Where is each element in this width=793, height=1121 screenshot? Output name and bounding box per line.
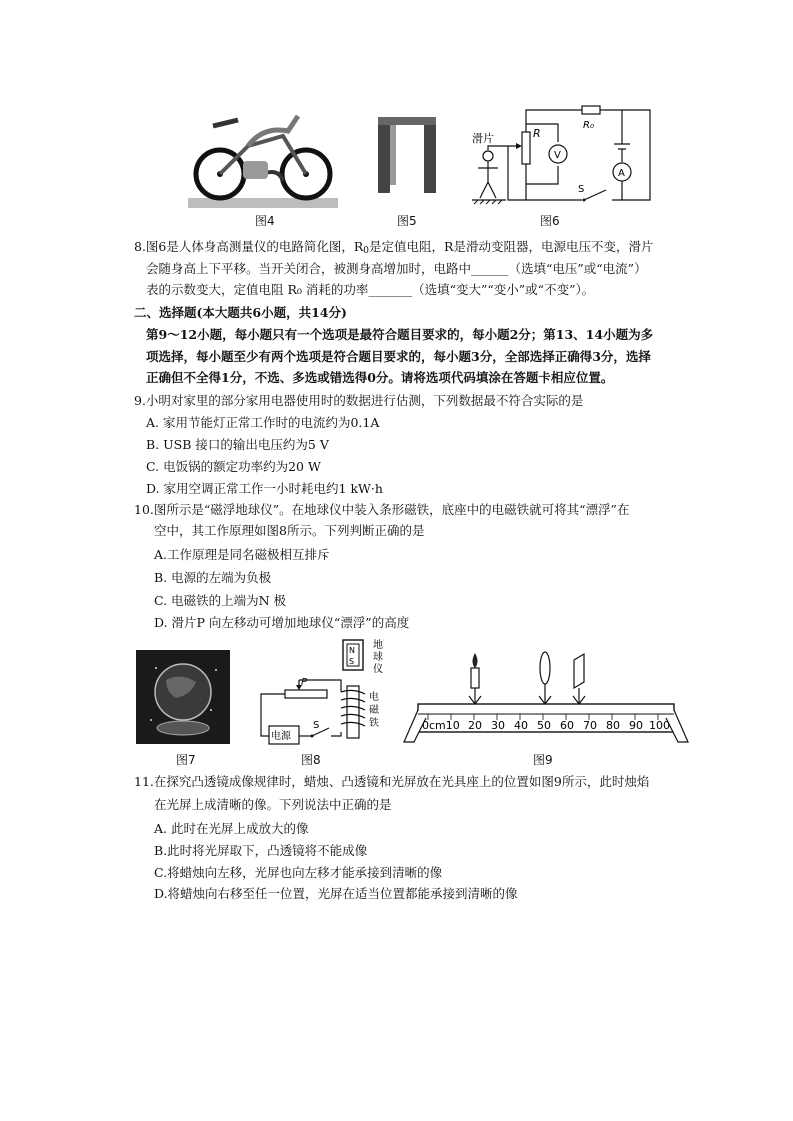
ruler-label-0: 0cm10 [422,719,460,732]
figure-8-circuit [255,636,395,746]
q9-stem: 9.小明对家里的部分家用电器使用时的数据进行估测，下列数据最不符合实际的是 [134,393,584,408]
switch-label: S [578,184,585,195]
r0-label: R₀ [583,120,594,131]
ammeter-label: A [618,168,625,179]
magnet-s: S [349,657,355,666]
magnet-char-3: 铁 [369,718,379,729]
q9-option-a: A. 家用节能灯正常工作时的电流约为0.1A [146,415,380,430]
section-2-heading: 二、选择题(本大题共6小题，共14分) [134,305,347,320]
switch-s-label: S [313,720,320,731]
globe-char-1: 地 [373,640,383,651]
ruler-label-60: 60 [560,719,574,732]
figure-5-caption: 图5 [397,214,417,228]
q10-option-c: C. 电磁铁的上端为N 极 [154,593,286,608]
figure-5-security-gate [376,115,438,195]
ruler-label-100: 100 [649,719,670,732]
figure-7-globe-photo [136,650,230,744]
figure-9-caption: 图9 [533,753,553,767]
q8-line-3: 表的示数变大，定值电阻 R₀ 消耗的功率_______（选填“变大”“变小”或“不变”）。 [146,282,595,297]
figure-4-bicycle [188,106,338,208]
q11-option-b: B.此时将光屏取下，凸透镜将不能成像 [154,843,368,858]
q11-option-c: C.将蜡烛向左移，光屏也向左移才能承接到清晰的像 [154,865,443,880]
section-2-instructions-1: 第9～12小题，每小题只有一个选项是最符合题目要求的，每小题2分；第13、14小题为多 [146,327,654,342]
q10-option-b: B. 电源的左端为负极 [154,570,272,585]
ruler-label-20: 20 [468,719,482,732]
q9-option-b: B. USB 接口的输出电压约为5 V [146,437,329,452]
figure-6-circuit [470,104,660,209]
magnet-char-1: 电 [369,692,379,703]
slider-p-label: P [301,677,308,688]
q10-option-d: D. 滑片P 向左移动可增加地球仪“漂浮”的高度 [154,615,410,630]
slider-label: 滑片 [472,132,494,145]
q11-option-a: A. 此时在光屏上成放大的像 [154,821,309,836]
magnet-n: N [349,646,355,655]
ruler-label-80: 80 [606,719,620,732]
q8-line-2: 会随身高上下平移。当开关闭合，被测身高增加时，电路中______（选填“电压”或“电流”） [146,261,647,276]
section-2-instructions-2: 项选择，每小题至少有两个选项是符合题目要求的，每小题3分，全部选择正确得3分，选择 [146,349,651,364]
voltmeter-label: V [554,150,561,161]
magnet-char-2: 磁 [369,705,379,716]
figure-9-optical-bench [400,648,692,746]
q8-line-1: 8.图6是人体身高测量仪的电路简化图，$R_0$是定值电阻，R是滑动变阻器，电源电压不变，滑片 [134,239,654,256]
ruler-label-30: 30 [491,719,505,732]
q10-stem-2: 空中，其工作原理如图8所示。下列判断正确的是 [154,523,425,538]
ruler-label-40: 40 [514,719,528,732]
figure-8-caption: 图8 [301,753,321,767]
figure-7-caption: 图7 [176,753,196,767]
q11-option-d: D.将蜡烛向右移至任一位置，光屏在适当位置都能承接到清晰的像 [154,886,518,901]
section-2-instructions-3: 正确但不全得1分，不选、多选或错选得0分。请将选项代码填涂在答题卡相应位置。 [146,370,614,385]
q11-stem-2: 在光屏上成清晰的像。下列说法中正确的是 [154,797,392,812]
q10-stem-1: 10.图所示是“磁浮地球仪”。在地球仪中装入条形磁铁，底座中的电磁铁就可将其“漂浮”在 [134,502,630,517]
figure-4-caption: 图4 [255,214,275,228]
ruler-label-70: 70 [583,719,597,732]
globe-char-3: 仪 [373,664,383,675]
r-label: R [533,127,541,140]
ruler-label-90: 90 [629,719,643,732]
q10-option-a: A.工作原理是同名磁极相互排斥 [154,547,330,562]
q9-option-d: D. 家用空调正常工作一小时耗电约1 kW·h [146,481,383,496]
power-label: 电源 [271,731,291,742]
ruler-label-50: 50 [537,719,551,732]
q9-option-c: C. 电饭锅的额定功率约为20 W [146,459,321,474]
q11-stem-1: 11.在探究凸透镜成像规律时，蜡烛、凸透镜和光屏放在光具座上的位置如图9所示，此时烛焰 [134,774,650,789]
figure-6-caption: 图6 [540,214,560,228]
globe-char-2: 球 [373,652,383,663]
